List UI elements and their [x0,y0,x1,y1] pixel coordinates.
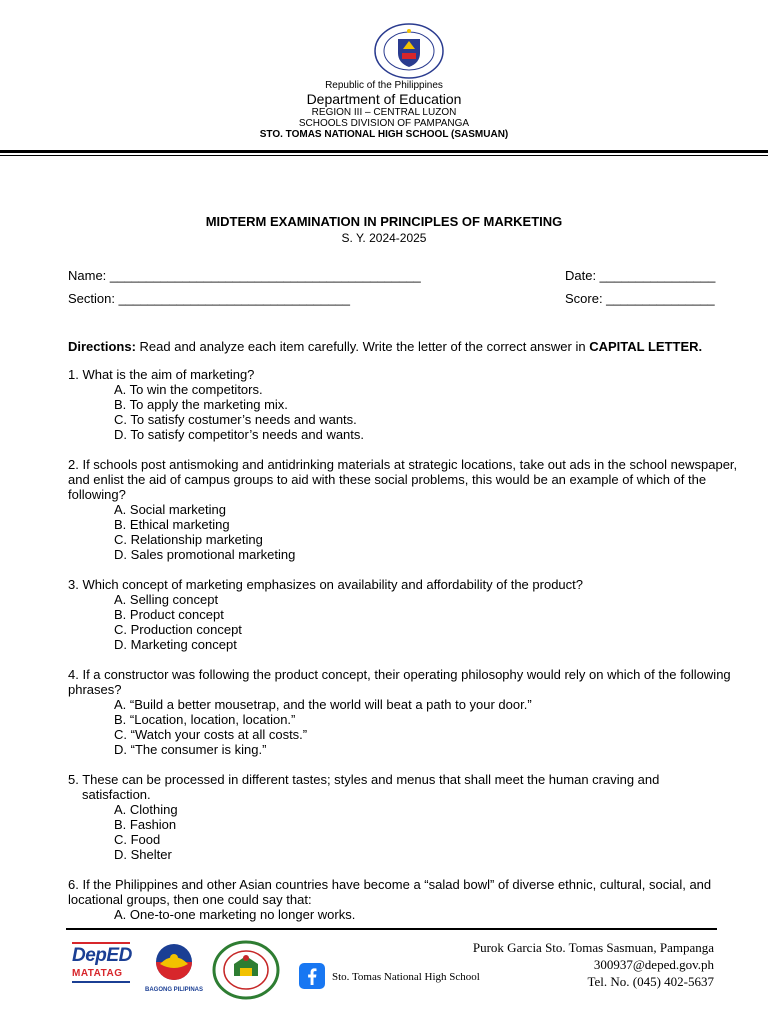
answer-option: A. To win the competitors. [114,382,263,397]
question-item [68,367,758,442]
bagong-pilipinas-text: BAGONG PILIPINAS [144,987,203,993]
answer-option: A. Social marketing [114,502,226,517]
footer-divider [66,928,717,930]
region-line: REGION III – CENTRAL LUZON [311,107,457,118]
facebook-page-label[interactable]: Sto. Tomas National High School [332,971,480,983]
question-stem: 4. If a constructor was following the product concept, their operating philosophy would rely on which of the following phrases? [68,667,731,697]
school-year: S. Y. 2024-2025 [341,231,427,245]
question-item [68,772,758,862]
answer-option: C. Production concept [114,622,242,637]
question-stem: 6. If the Philippines and other Asian countries have become a “salad bowl” of diverse ethnic, cultural, social, and locational groups, then one could say that: [68,877,712,907]
footer-telephone: Tel. No. (045) 402-5637 [587,974,714,989]
directions-label: Directions: [68,339,136,354]
deped-wordmark: DepED [72,945,132,966]
school-seal-logo [212,940,280,1000]
republic-line: Republic of the Philippines [325,80,443,91]
bagong-pilipinas-emblem [144,942,204,982]
directions-emphasis: CAPITAL LETTER. [589,339,703,354]
directions [68,339,758,354]
header-divider [0,150,768,153]
question-stem: 2. If schools post antismoking and antidrinking materials at strategic locations, take out ads in the school newspaper, and enlist the aid of campus groups to aid with these social problems, this would be an example of which of the following? [68,457,738,502]
footer-email: 300937@deped.gov.ph [593,957,714,972]
answer-option: C. To satisfy costumer’s needs and wants. [114,412,357,427]
facebook-icon[interactable] [299,963,325,989]
division-line: SCHOOLS DIVISION OF PAMPANGA [298,118,470,129]
answer-option: D. To satisfy competitor’s needs and wants. [114,427,365,442]
answer-option: C. Relationship marketing [114,532,263,547]
answer-option: B. “Location, location, location.” [114,712,296,727]
answer-option: A. One-to-one marketing no longer works. [114,907,356,922]
answer-option: D. Shelter [114,847,172,862]
school-name: STO. TOMAS NATIONAL HIGH SCHOOL (SASMUAN) [259,129,509,140]
department-name: Department of Education [306,91,462,107]
answer-option: D. Marketing concept [114,637,237,652]
question-stem: 3. Which concept of marketing emphasizes on availability and affordability of the product? [68,577,583,592]
section-field[interactable]: Section: ________________________________ [68,291,350,306]
answer-option: B. To apply the marketing mix. [114,397,288,412]
question-item [68,667,758,757]
exam-body [68,339,758,937]
directions-text: Read and analyze each item carefully. Write the letter of the correct answer in [135,339,590,354]
exam-title: MIDTERM EXAMINATION IN PRINCIPLES OF MARKETING [205,214,563,229]
matatag-wordmark: MATATAG [72,968,123,979]
name-field[interactable]: Name: ___________________________________________ [68,268,421,283]
question-item [68,457,758,562]
question-list [68,367,758,922]
answer-option: D. Sales promotional marketing [114,547,296,562]
question-stem-continued: satisfaction. [82,787,151,802]
question-stem: 5. These can be processed in different tastes; styles and menus that shall meet the human craving and [68,772,660,787]
answer-option: A. Clothing [114,802,178,817]
answer-option: A. Selling concept [114,592,219,607]
logo-rule [72,981,130,983]
answer-option: D. “The consumer is king.” [114,742,267,757]
score-field[interactable]: Score: _______________ [565,291,715,306]
question-item [68,577,758,652]
deped-matatag-logo [72,942,132,992]
answer-option: B. Fashion [114,817,177,832]
deped-seal-logo [372,22,446,80]
footer-address: Purok Garcia Sto. Tomas Sasmuan, Pampanga [472,940,714,955]
question-item [68,877,758,922]
answer-option: B. Product concept [114,607,224,622]
answer-option: B. Ethical marketing [114,517,230,532]
bagong-pilipinas-logo [144,942,204,992]
answer-option: C. “Watch your costs at all costs.” [114,727,308,742]
answer-option: C. Food [114,832,161,847]
question-stem: 1. What is the aim of marketing? [68,367,255,382]
header-divider-thin [0,155,768,156]
date-field[interactable]: Date: ________________ [565,268,716,283]
answer-option: A. “Build a better mousetrap, and the world will beat a path to your door.” [114,697,532,712]
